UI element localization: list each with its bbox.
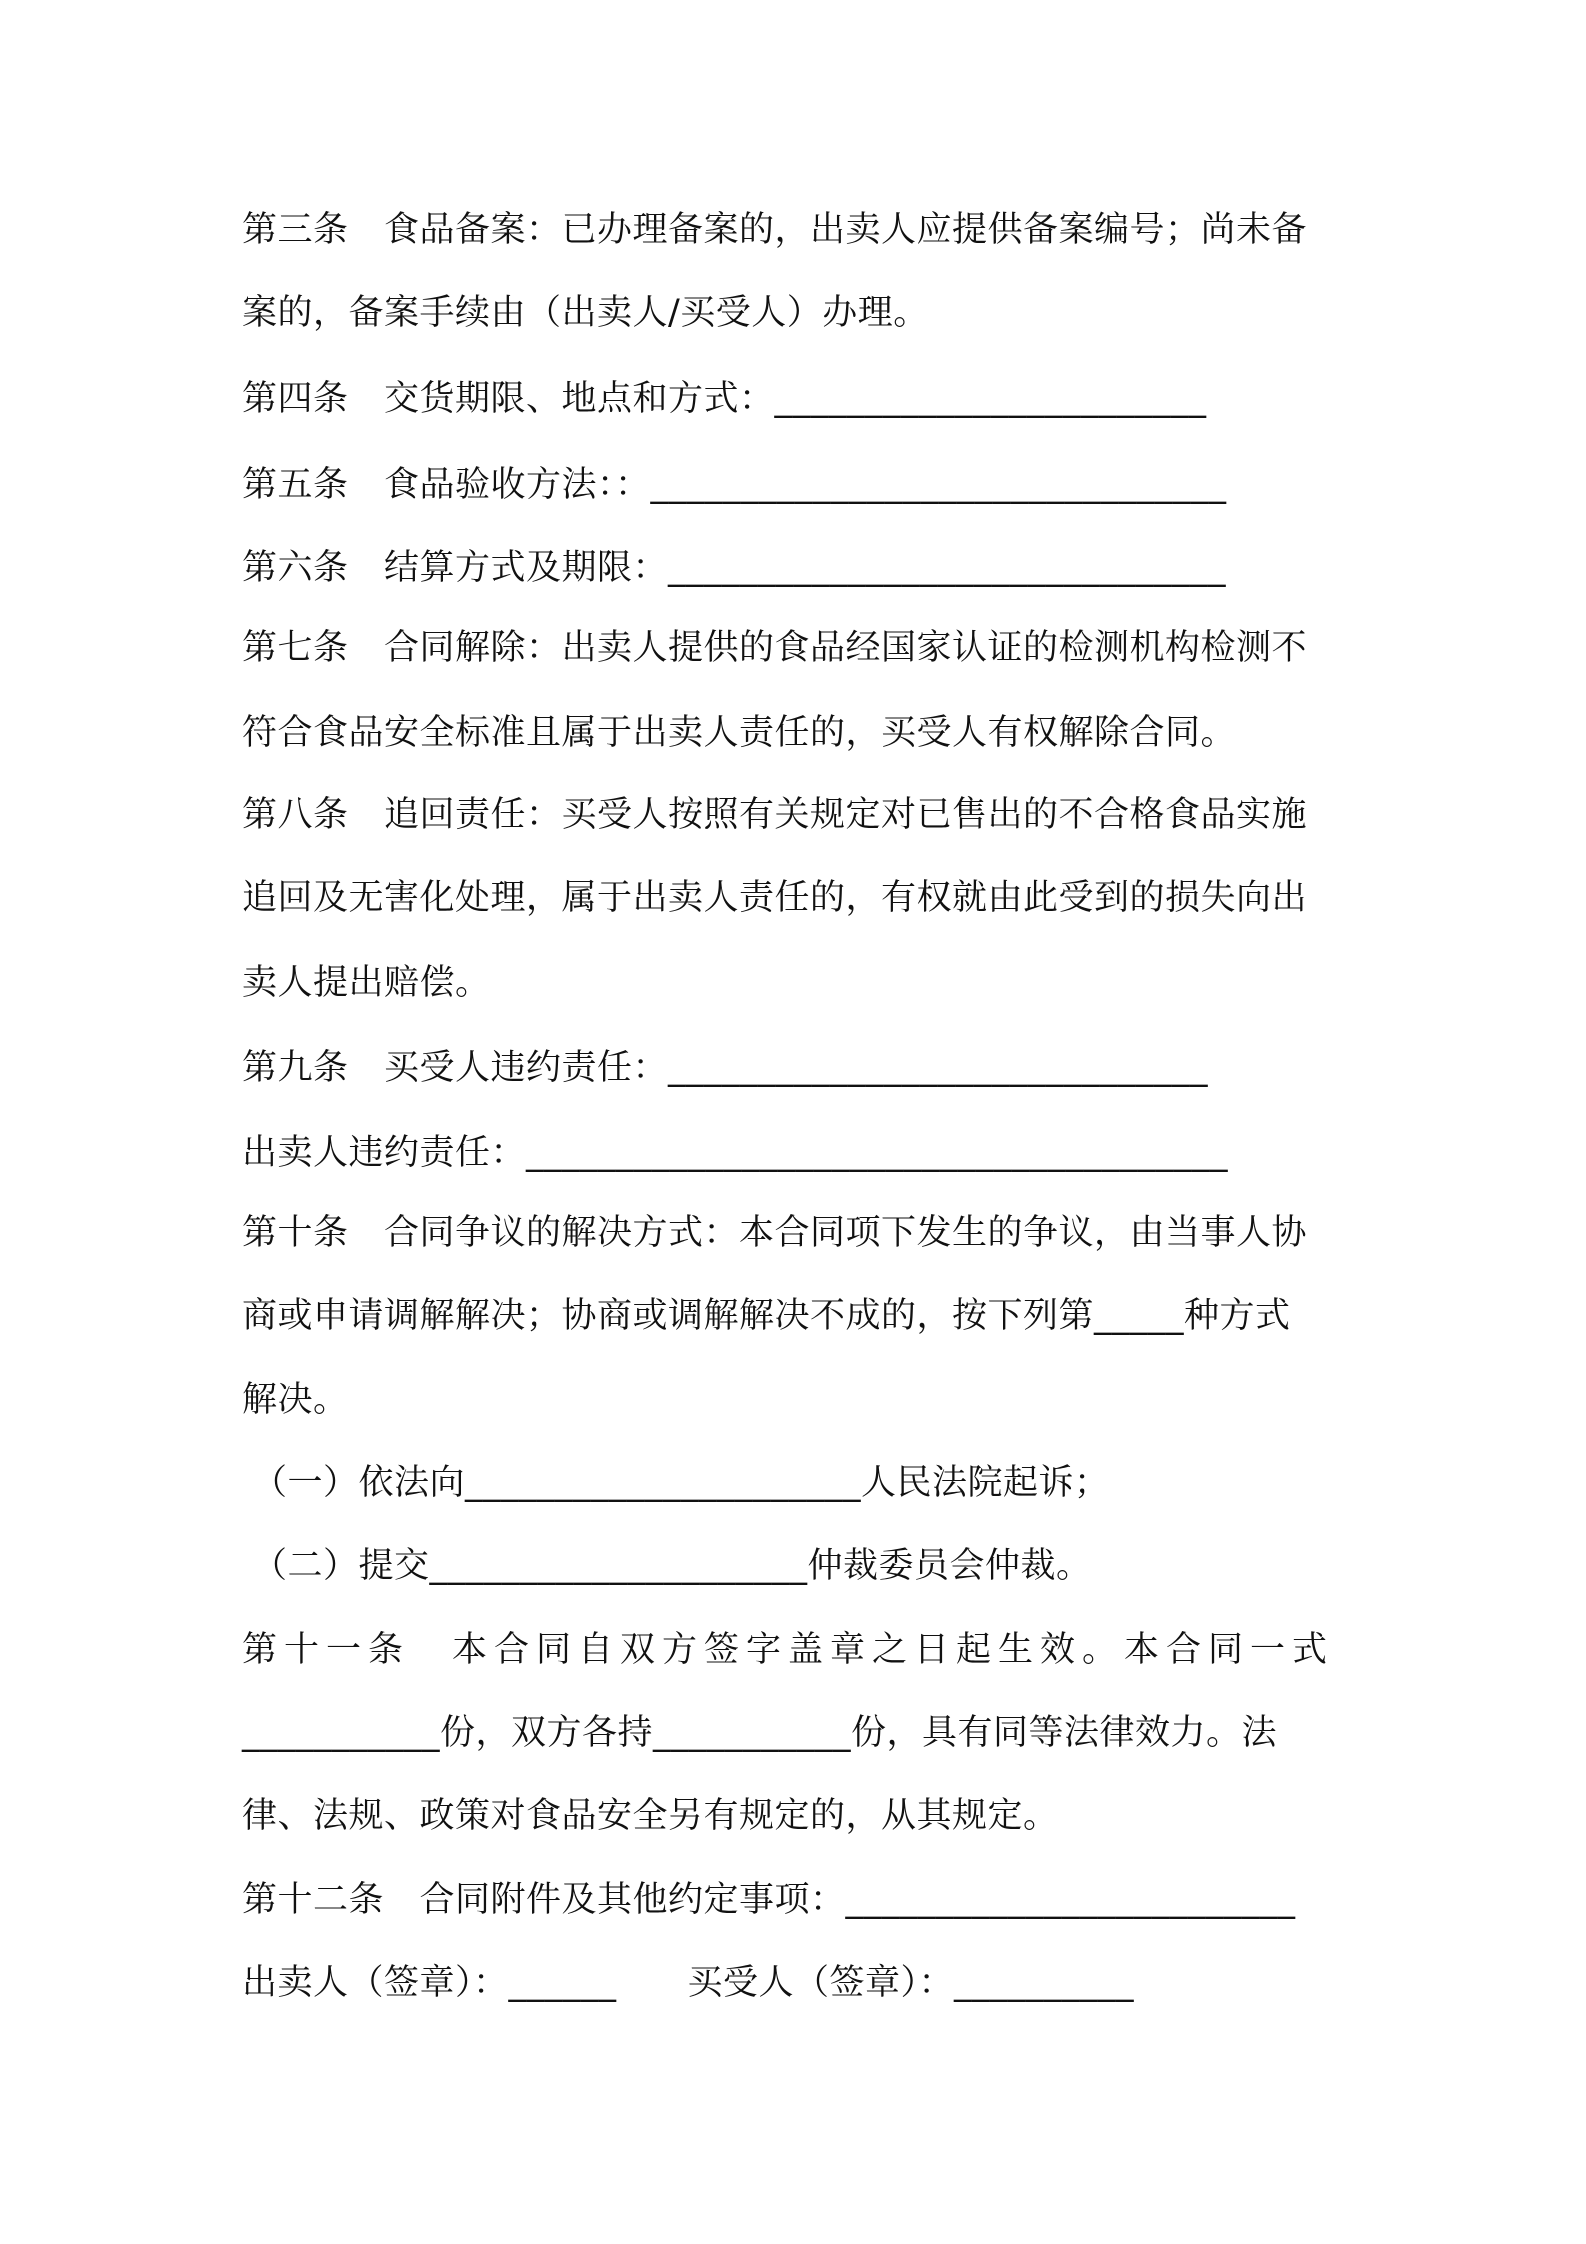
article-3-line-1: 第三条 食品备案：已办理备案的，出卖人应提供备案编号；尚未备 [242, 210, 1308, 250]
article-10-option-1: （一）依法向______________________人民法院起诉； [252, 1463, 1110, 1503]
article-10-line-1: 第十条 合同争议的解决方式：本合同项下发生的争议，由当事人协 [242, 1213, 1308, 1253]
article-9-line-2: 出卖人违约责任：_______________________________________ [242, 1133, 1229, 1173]
article-7-line-2: 符合食品安全标准且属于出卖人责任的，买受人有权解除合同。 [242, 713, 1237, 753]
article-8-line-2: 追回及无害化处理，属于出卖人责任的，有权就由此受到的损失向出 [242, 878, 1308, 918]
article-11-line-3: 律、法规、政策对食品安全另有规定的，从其规定。 [242, 1796, 1059, 1836]
signature-line: 出卖人（签章）：______ 买受人（签章）：__________ [242, 1963, 1135, 2003]
article-3-line-2: 案的，备案手续由（出卖人/买受人）办理。 [242, 293, 929, 333]
article-10-option-2: （二）提交_____________________仲裁委员会仲裁。 [252, 1546, 1092, 1586]
article-9-line-1: 第九条 买受人违约责任：______________________________ [242, 1048, 1209, 1088]
article-11-line-1: 第十一条 本合同自双方签字盖章之日起生效。本合同一式 [242, 1630, 1335, 1670]
article-11-line-2: ___________份，双方各持___________份，具有同等法律效力。法 [242, 1713, 1278, 1753]
article-10-line-2: 商或申请调解解决；协商或调解解决不成的，按下列第_____种方式 [242, 1296, 1291, 1336]
article-6: 第六条 结算方式及期限：_______________________________ [242, 548, 1227, 588]
article-10-line-3: 解决。 [242, 1380, 349, 1420]
article-12: 第十二条 合同附件及其他约定事项：_________________________ [242, 1880, 1296, 1920]
article-4: 第四条 交货期限、地点和方式：________________________ [242, 379, 1207, 419]
article-8-line-3: 卖人提出赔偿。 [242, 963, 491, 1003]
article-5: 第五条 食品验收方法：：________________________________ [242, 465, 1227, 505]
article-8-line-1: 第八条 追回责任：买受人按照有关规定对已售出的不合格食品实施 [242, 795, 1308, 835]
article-7-line-1: 第七条 合同解除：出卖人提供的食品经国家认证的检测机构检测不 [242, 628, 1308, 668]
